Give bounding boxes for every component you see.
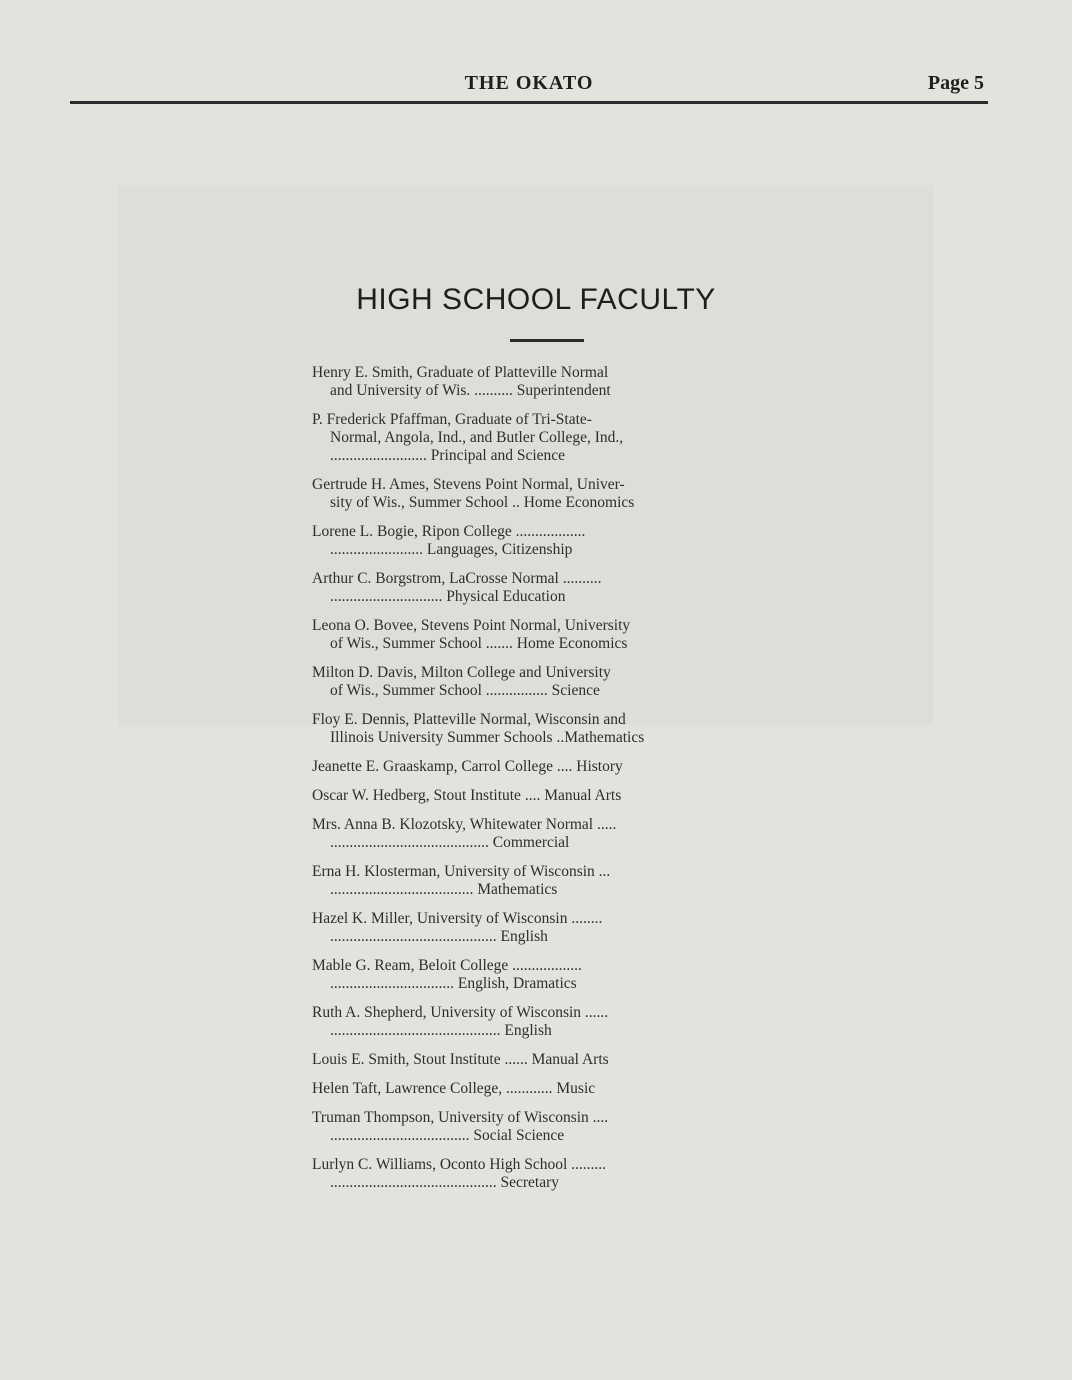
faculty-entry — [312, 1156, 764, 1192]
faculty-entry-line: Ruth A. Shepherd, University of Wisconsin ...... — [312, 1004, 609, 1021]
faculty-entry-line: ......................... Principal and Science — [330, 447, 566, 464]
faculty-entry-line: Normal, Angola, Ind., and Butler College, Ind., — [330, 429, 624, 446]
faculty-entry — [312, 816, 764, 852]
faculty-entry-line: Truman Thompson, University of Wisconsin .... — [312, 1109, 609, 1126]
title-divider — [510, 339, 584, 342]
faculty-entry — [312, 364, 764, 400]
faculty-entry — [312, 787, 764, 805]
faculty-entry — [312, 570, 764, 606]
faculty-entry-line: of Wis., Summer School ....... Home Economics — [330, 635, 628, 652]
faculty-entry-line: ..................................... Mathematics — [330, 881, 558, 898]
faculty-entry-line: Hazel K. Miller, University of Wisconsin ........ — [312, 910, 603, 927]
publication-title: THE OKATO — [464, 72, 594, 94]
faculty-entry-line: ............................. Physical Education — [330, 588, 566, 605]
faculty-entry-line: Illinois University Summer Schools ..Mathematics — [330, 729, 645, 746]
faculty-entry-line: Mrs. Anna B. Klozotsky, Whitewater Normal ..... — [312, 816, 617, 833]
faculty-entry-line: ........................ Languages, Citizenship — [330, 541, 573, 558]
faculty-entry-line: Milton D. Davis, Milton College and University — [312, 664, 611, 681]
faculty-entry — [312, 664, 764, 700]
faculty-entry-line: Floy E. Dennis, Platteville Normal, Wisconsin and — [312, 711, 626, 728]
faculty-entry-line: ............................................ English — [330, 1022, 552, 1039]
faculty-entry — [312, 411, 764, 465]
faculty-entry-line: sity of Wis., Summer School .. Home Economics — [330, 494, 635, 511]
faculty-entry-line: Gertrude H. Ames, Stevens Point Normal, Univer- — [312, 476, 625, 493]
page-header — [70, 70, 988, 102]
faculty-entry-line: ................................ English, Dramatics — [330, 975, 577, 992]
faculty-entry-line: ......................................... Commercial — [330, 834, 570, 851]
faculty-entry-line: of Wis., Summer School ................ Science — [330, 682, 600, 699]
faculty-entry-line: Henry E. Smith, Graduate of Platteville Normal — [312, 364, 609, 381]
faculty-entry-line: Louis E. Smith, Stout Institute ...... Manual Arts — [312, 1051, 609, 1068]
section-title: HIGH SCHOOL FACULTY — [356, 283, 716, 316]
faculty-entry — [312, 758, 764, 776]
faculty-entry-line: Leona O. Bovee, Stevens Point Normal, University — [312, 617, 631, 634]
faculty-entry — [312, 1109, 764, 1145]
faculty-entry — [312, 711, 764, 747]
faculty-entry-line: Lorene L. Bogie, Ripon College .................. — [312, 523, 586, 540]
faculty-entry-line: Oscar W. Hedberg, Stout Institute .... Manual Arts — [312, 787, 622, 804]
faculty-entry-line: and University of Wis. .......... Superintendent — [330, 382, 611, 399]
faculty-entry-line: Helen Taft, Lawrence College, ............ Music — [312, 1080, 596, 1097]
faculty-entry — [312, 1051, 764, 1069]
faculty-entry-line: ........................................... English — [330, 928, 548, 945]
faculty-entry-line: Arthur C. Borgstrom, LaCrosse Normal .......... — [312, 570, 602, 587]
faculty-entry — [312, 957, 764, 993]
faculty-entry — [312, 910, 764, 946]
faculty-entry — [312, 1080, 764, 1098]
faculty-entry — [312, 523, 764, 559]
faculty-entry — [312, 863, 764, 899]
faculty-entry — [312, 617, 764, 653]
faculty-list — [312, 364, 764, 1203]
faculty-entry-line: Erna H. Klosterman, University of Wisconsin ... — [312, 863, 611, 880]
faculty-entry — [312, 1004, 764, 1040]
faculty-entry-line: Lurlyn C. Williams, Oconto High School ......... — [312, 1156, 607, 1173]
faculty-entry — [312, 476, 764, 512]
faculty-entry-line: ........................................... Secretary — [330, 1174, 560, 1191]
faculty-entry-line: Mable G. Ream, Beloit College .................. — [312, 957, 582, 974]
faculty-entry-line: .................................... Social Science — [330, 1127, 565, 1144]
faculty-entry-line: Jeanette E. Graaskamp, Carrol College .... History — [312, 758, 623, 775]
page-number: Page 5 — [927, 72, 984, 94]
header-divider — [70, 101, 988, 104]
faculty-entry-line: P. Frederick Pfaffman, Graduate of Tri-State- — [312, 411, 592, 428]
